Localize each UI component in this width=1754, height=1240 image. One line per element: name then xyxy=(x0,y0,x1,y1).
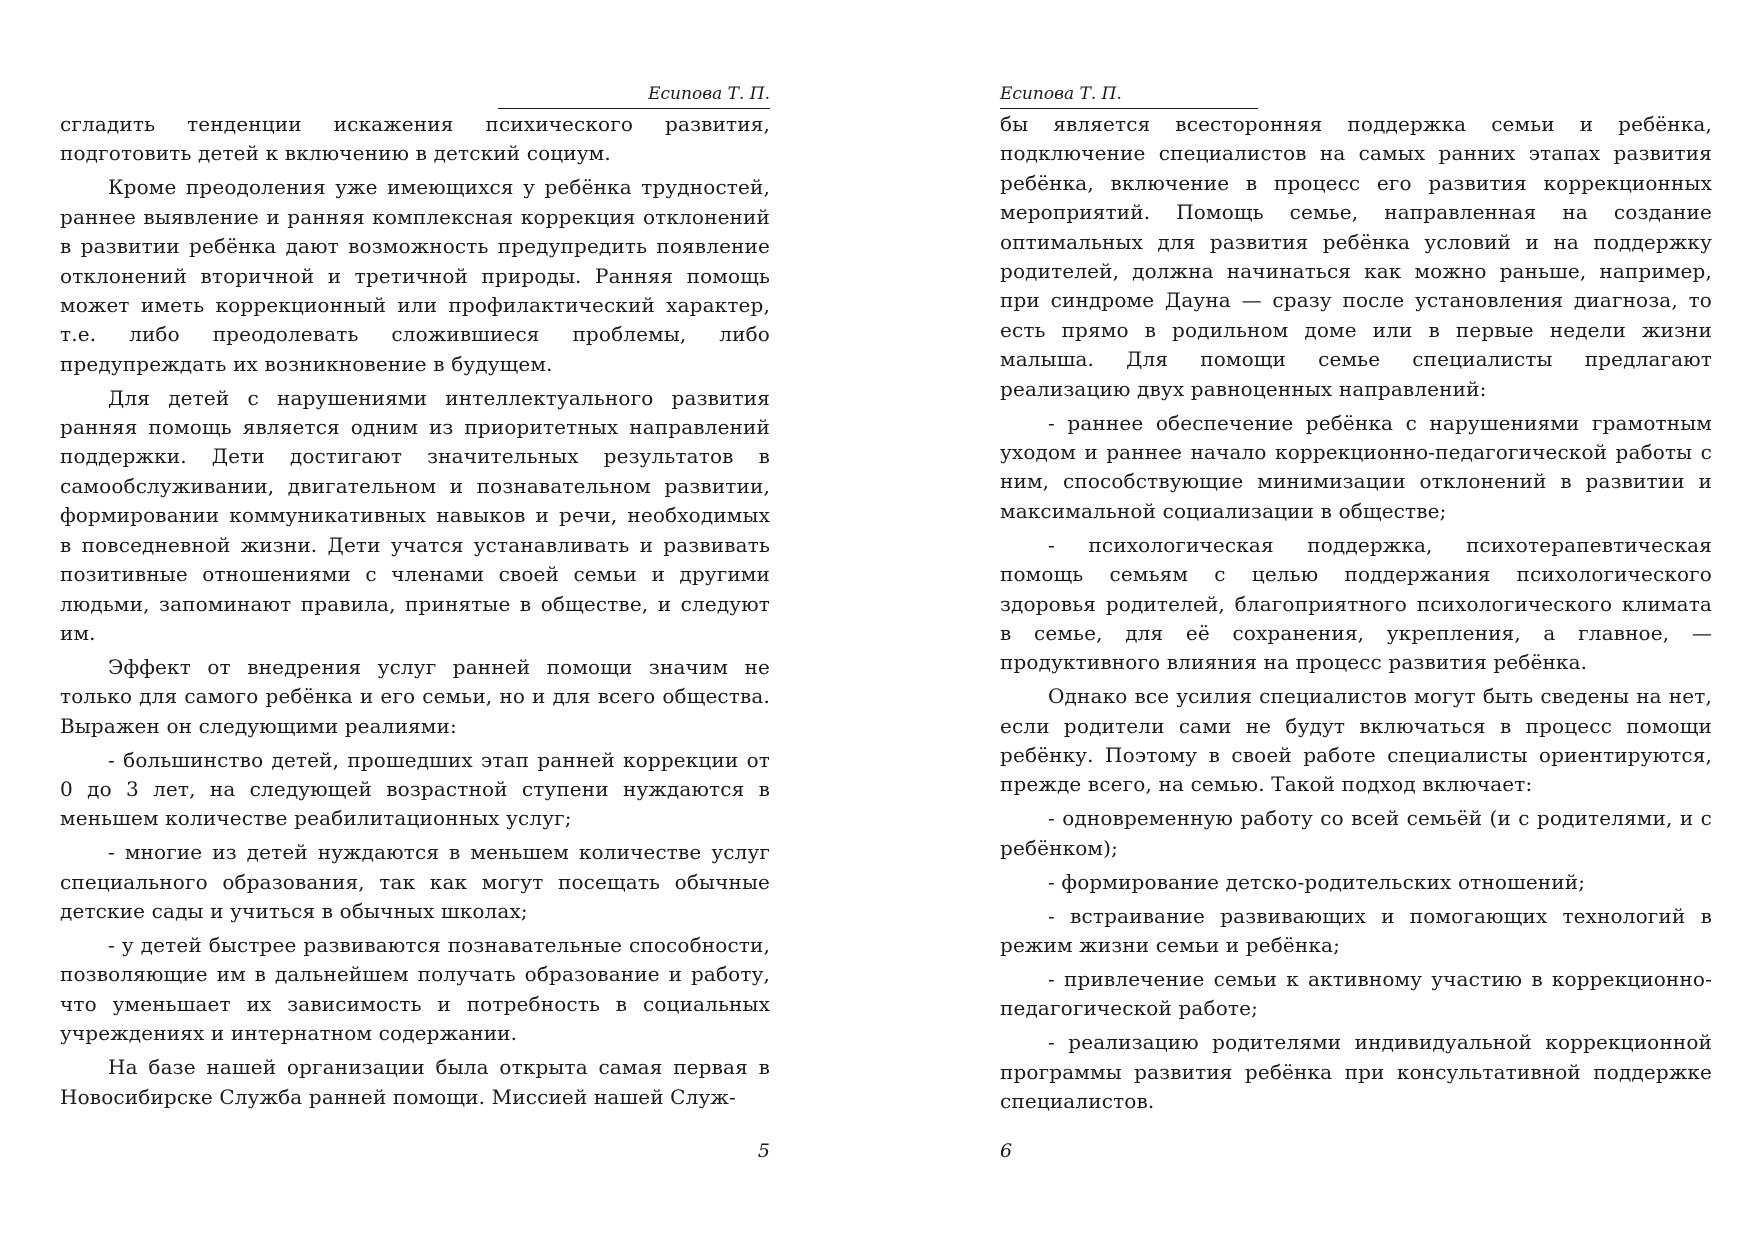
right-paragraph-2: Однако все усилия специалистов могут быть сведены на нет, если родители сами не будут включаться в процесс помощи ребёнку. Поэтому в своей работе специалисты ориентируются, прежде всего, на семью. Такой подход включает: xyxy=(1000,684,1712,797)
right-list-item-6: - привлечение семьи к активному участию в коррекционно-педагогической работе; xyxy=(1000,966,1712,1021)
right-paragraph-1: бы является всесторонняя поддержка семьи и ребёнка, подключение специалистов на самых ранних этапах развития ребёнка, включение в процесс его развития коррекционных мероприятий. Помощь семье, направленная на создание оптимальных для развития ребёнка условий и на поддержку родителей, должна начинаться как можно раньше, например, при синдроме Дауна — сразу после установления диагноза, то есть прямо в родильном доме или в первые недели жизни малыша. Для помощи семье специалисты предлагают реализацию двух равноценных направлений: xyxy=(1000,112,1712,401)
left-paragraph-2: Кроме преодоления уже имеющихся у ребёнка трудностей, раннее выявление и ранняя комплексная коррекция отклонений в развитии ребёнка дают возможность предупредить появление отклонений вторичной и третичной природы. Ранняя помощь может иметь коррекционный или профилактический характер, т.е. либо преодолевать сложившиеся проблемы, либо предупреждать их возникновение в будущем. xyxy=(60,175,770,376)
right-list-item-5: - встраивание развивающих и помогающих технологий в режим жизни семьи и ребёнка; xyxy=(1000,903,1712,957)
left-list-item-1: - большинство детей, прошедших этап ранней коррекции от 0 до 3 лет, на следующей возрастной ступени нуждаются в меньшем количестве реабилитационных услуг; xyxy=(60,747,770,831)
right-list-item-2: - психологическая поддержка, психотерапевтическая помощь семьям с целью поддержания психологического здоровья родителей, благоприятного психологического климата в семье, для её сохранения, укрепления, а главное, — продуктивного влияния на процесс развития ребёнка. xyxy=(1000,532,1712,675)
left-page-number: 5 xyxy=(757,1140,770,1162)
left-paragraph-3: Для детей с нарушениями интеллектуального развития ранняя помощь является одним из приоритетных направлений поддержки. Дети достигают значительных результатов в самообслуживании, двигательном и познавательном развитии, формировании коммуникативных навыков и речи, необходимых в повседневной жизни. Дети учатся устанавливать и развивать позитивные отношениями с членами своей семьи и другими людьми, запоминают правила, принятые в обществе, и следуют им. xyxy=(60,385,770,645)
right-page-number: 6 xyxy=(1000,1140,1013,1162)
left-body-text xyxy=(60,110,770,1116)
right-list-item-1: - раннее обеспечение ребёнка с нарушениями грамотным уходом и раннее начало коррекционно-педагогической работы с ним, способствующие минимизации отклонений в развитии и максимальной социализации в обществе; xyxy=(1000,410,1712,523)
left-paragraph-4: Эффект от внедрения услуг ранней помощи значим не только для самого ребёнка и его семьи, но и для всего общества. Выражен он следующими реалиями: xyxy=(60,654,770,738)
right-running-header: Есипова Т. П. xyxy=(1000,84,1258,109)
left-running-header: Есипова Т. П. xyxy=(498,84,770,109)
right-list-item-3: - одновременную работу со всей семьёй (и с родителями, и с ребёнком); xyxy=(1000,806,1712,860)
left-paragraph-5: На базе нашей организации была открыта самая первая в Новосибирске Служба ранней помощи. Миссией нашей Служ- xyxy=(60,1055,770,1109)
left-list-item-3: - у детей быстрее развиваются познавательные способности, позволяющие им в дальнейшем получать образование и работу, что уменьшает их зависимость и потребность в социальных учреждениях и интернатном содержании. xyxy=(60,932,770,1046)
right-body-text xyxy=(1000,110,1712,1121)
right-list-item-4: - формирование детско-родительских отношений; xyxy=(1048,869,1586,894)
left-page xyxy=(60,0,770,1240)
left-paragraph-1: сгладить тенденции искажения психического развития, подготовить детей к включению в детский социум. xyxy=(60,112,770,166)
left-list-item-2: - многие из детей нуждаются в меньшем количестве услуг специального образования, так как могут посещать обычные детские сады и учиться в обычных школах; xyxy=(60,840,770,924)
right-page xyxy=(1000,0,1712,1240)
right-list-item-7: - реализацию родителями индивидуальной коррекционной программы развития ребёнка при консультативной поддержке специалистов. xyxy=(1000,1030,1712,1113)
